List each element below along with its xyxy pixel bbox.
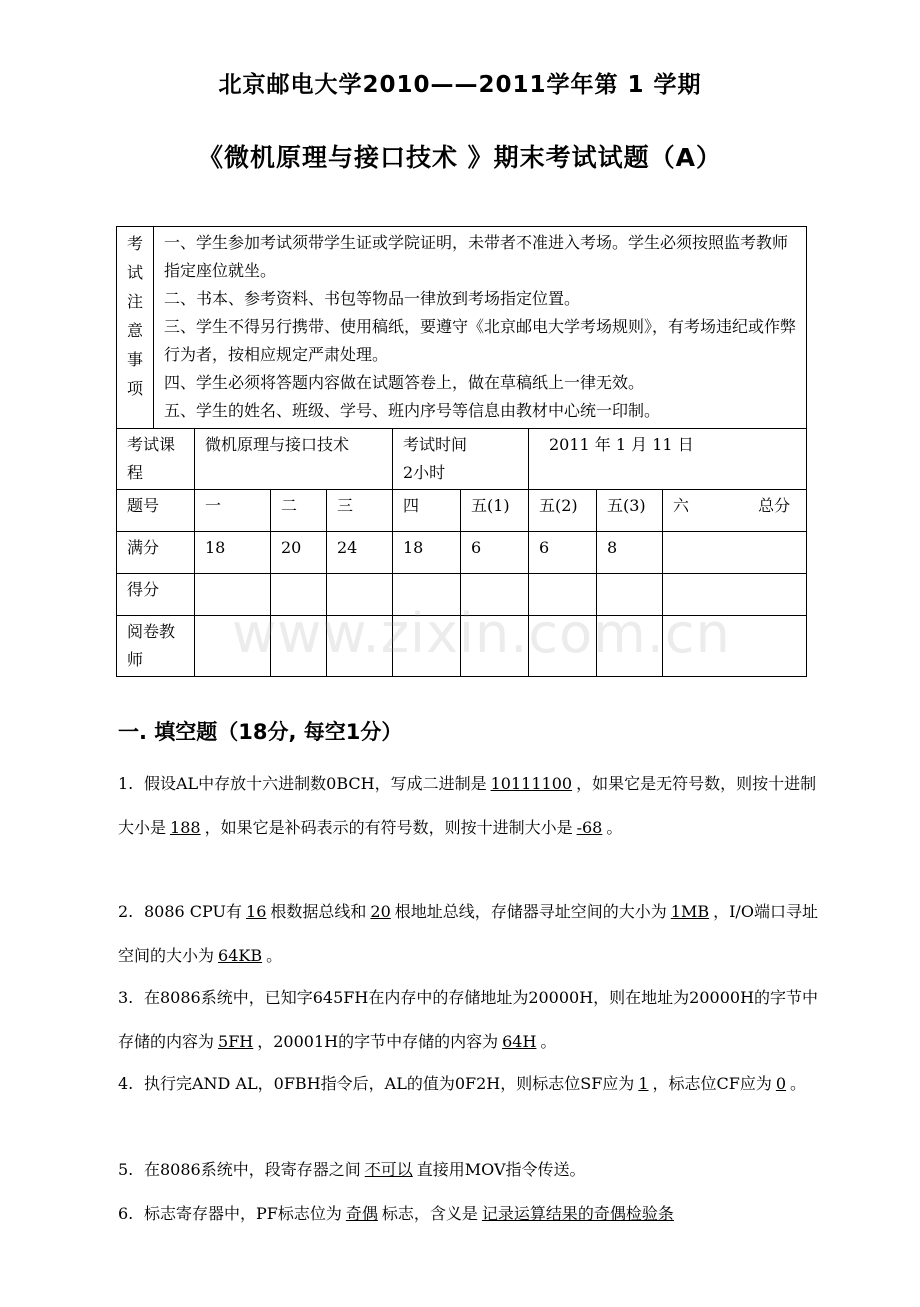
question-3: 3. 在8086系统中，已知字645FH在内存中的存储地址为20000H，则在地址为20000H的字节中存储的内容为 5FH ，20001H的字节中存储的内容为 64H 。: [118, 988, 819, 1051]
notice-item: 一、学生参加考试须带学生证或学院证明，未带者不准进入考场。学生必须按照监考教师指定座位就坐。: [164, 233, 789, 280]
row-label-score: 得分: [117, 574, 195, 616]
header-cell: 二: [271, 490, 327, 532]
answer-blank: 不可以: [364, 1160, 413, 1179]
exam-title-line2: 《微机原理与接口技术 》期末考试试题（A）: [197, 143, 723, 172]
row-label-grader: 阅卷教师: [117, 616, 195, 677]
full-mark-cell: 8: [597, 532, 663, 574]
exam-title-line1: 北京邮电大学2010——2011学年第 1 学期: [218, 72, 702, 98]
notice-label: 考 试 注 意 事 项: [117, 227, 154, 429]
answer-blank: 64KB: [218, 946, 263, 965]
section-heading: 一. 填空题（18分, 每空1分）: [118, 720, 403, 744]
header-cell: 六 总分: [663, 490, 807, 532]
exam-date: 2011 年 1 月 11 日: [529, 429, 807, 490]
question-2: 2. 8086 CPU有 16 根数据总线和 20 根地址总线，存储器寻址空间的大小为 1MB ，I/O端口寻址空间的大小为 64KB 。: [118, 902, 818, 965]
answer-blank: 0: [775, 1074, 787, 1093]
course-name: 微机原理与接口技术: [195, 429, 393, 490]
answer-blank: 64H: [502, 1032, 537, 1051]
notice-item: 三、学生不得另行携带、使用稿纸，要遵守《北京邮电大学考场规则》，有考场违纪或作弊行为者，按相应规定严肃处理。: [164, 317, 797, 364]
row-label-full: 满分: [117, 532, 195, 574]
full-mark-cell: 20: [271, 532, 327, 574]
header-cell: 五(1): [461, 490, 529, 532]
answer-blank: 1: [638, 1074, 649, 1093]
full-mark-cell: 24: [327, 532, 393, 574]
question-4: 4. 执行完AND AL，0FBH指令后，AL的值为0F2H，则标志位SF应为 1 ，标志位CF应为 0 。: [118, 1074, 807, 1093]
answer-blank: -68: [576, 818, 603, 837]
question-6: 6. 标志寄存器中，PF标志位为 奇偶 标志，含义是 记录运算结果的奇偶检验条: [118, 1192, 824, 1236]
full-mark-cell: 6: [529, 532, 597, 574]
answer-blank: 5FH: [218, 1032, 254, 1051]
watermark: www.zixin.com.cn: [232, 602, 731, 665]
notice-item: 五、学生的姓名、班级、学号、班内序号等信息由教材中心统一印制。: [164, 401, 661, 420]
course-label: 考试课程: [117, 429, 195, 490]
answer-blank: 1MB: [670, 902, 710, 921]
answer-blank: 10111100: [490, 774, 573, 793]
notice-item: 四、学生必须将答题内容做在试题答卷上，做在草稿纸上一律无效。: [164, 373, 645, 392]
header-cell: 五(2): [529, 490, 597, 532]
full-mark-cell: 18: [393, 532, 461, 574]
full-mark-cell: [663, 532, 807, 574]
row-label-question: 题号: [117, 490, 195, 532]
header-cell: 三: [327, 490, 393, 532]
header-cell: 五(3): [597, 490, 663, 532]
full-mark-cell: 6: [461, 532, 529, 574]
answer-blank: 188: [170, 818, 201, 837]
notice-item: 二、书本、参考资料、书包等物品一律放到考场指定位置。: [164, 289, 581, 308]
question-1: 1. 假设AL中存放十六进制数0BCH，写成二进制是 10111100 ，如果它是无符号数，则按十进制大小是 188 ，如果它是补码表示的有符号数，则按十进制大小是 -68 。: [118, 774, 817, 837]
full-mark-cell: 18: [195, 532, 271, 574]
answer-blank: 16: [246, 902, 267, 921]
header-cell: 四: [393, 490, 461, 532]
notice-content: [154, 227, 807, 429]
answer-blank: 20: [370, 902, 391, 921]
exam-time: 考试时间 2小时: [393, 429, 529, 490]
question-5: 5. 在8086系统中，段寄存器之间 不可以 直接用MOV指令传送。: [118, 1160, 586, 1179]
answer-blank: 奇偶: [345, 1204, 378, 1223]
header-cell: 一: [195, 490, 271, 532]
answer-blank: 记录运算结果的奇偶检验条: [481, 1204, 674, 1223]
